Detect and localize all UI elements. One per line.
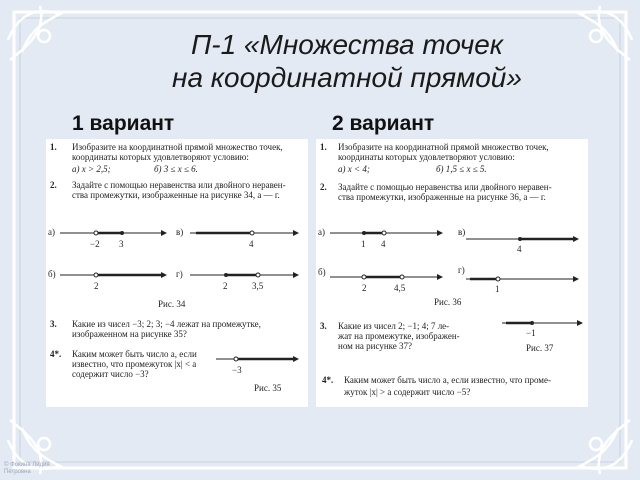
variant-1-heading: 1 вариант <box>72 112 175 135</box>
figure-label-g: г) <box>458 265 465 275</box>
tick-label: 1 <box>495 284 500 294</box>
ex3-number: 3. <box>320 321 327 331</box>
figure-caption: Рис. 36 <box>434 297 462 307</box>
ex2-number: 2. <box>320 182 327 192</box>
tick-label: 4 <box>249 239 254 249</box>
ex4-text-line-2: известно, что промежуток |x| < a <box>72 359 197 369</box>
ex1-text-line-2: координаты которых удовлетворяют условию: <box>72 152 249 162</box>
tick-label: 1 <box>361 239 366 249</box>
ex4-text-line-2: жуток |x| > a содержит число −5? <box>344 387 471 397</box>
tick-label: 3,5 <box>252 281 264 291</box>
ex3-text-line-2: изображенном на рисунке 35? <box>72 329 187 339</box>
title-line-1: П-1 «Множества точек <box>190 29 504 60</box>
ex2-number: 2. <box>50 180 57 190</box>
ex4-text-line-1: Каким может быть число a, если <box>72 349 197 359</box>
figure-label-b: б) <box>318 267 326 277</box>
number-line-a <box>330 231 442 235</box>
ex4-number: 4*. <box>322 375 334 385</box>
figure-caption: Рис. 37 <box>526 343 554 353</box>
figure-label-a: а) <box>318 227 325 237</box>
ex1-number: 1. <box>320 142 327 152</box>
variant-1-exercises <box>46 139 308 407</box>
tick-label: 4 <box>381 239 386 249</box>
number-line-g <box>190 273 298 277</box>
ex1-text-line-1: Изобразите на координатной прямой множество точек, <box>72 142 283 152</box>
ex1-part-b: б) 3 ≤ x ≤ 6. <box>154 164 198 174</box>
ex2-text-line-2: ства промежутки, изображенные на рисунке 36, а — г. <box>338 192 546 202</box>
variant-1-panel <box>46 139 308 407</box>
tick-label: 4 <box>517 244 522 254</box>
ex3-text-line-2: жат на промежутке, изображен- <box>338 331 460 341</box>
figure-caption: Рис. 34 <box>158 299 186 309</box>
ex2-text-line-1: Задайте с помощью неравенства или двойного неравен- <box>338 182 552 192</box>
ex4-number: 4*. <box>50 349 62 359</box>
ex3-number: 3. <box>50 319 57 329</box>
figure-label-b: б) <box>48 269 56 279</box>
tick-label: −1 <box>526 328 536 338</box>
tick-label: −2 <box>90 239 100 249</box>
ex4-text-line-3: содержит число −3? <box>72 369 149 379</box>
tick-label: 3 <box>119 239 124 249</box>
number-line-fig35 <box>216 357 298 361</box>
figure-label-v: в) <box>458 227 466 237</box>
figure-label-v: в) <box>176 227 184 237</box>
ex4-text-line-1: Каким может быть число a, если известно, что проме- <box>344 375 551 385</box>
slide-title <box>112 28 582 94</box>
figure-label-a: а) <box>48 227 55 237</box>
number-line-g <box>466 277 578 281</box>
number-line-v <box>190 231 298 235</box>
variant-2-exercises <box>316 139 588 407</box>
ex1-part-b: б) 1,5 ≤ x ≤ 5. <box>436 164 487 174</box>
tick-label: 2 <box>362 283 367 293</box>
number-line-b <box>60 273 166 277</box>
tick-label: 2 <box>223 281 228 291</box>
corner-ornament-icon <box>580 6 632 60</box>
corner-ornament-icon <box>8 6 60 60</box>
number-line-fig37 <box>502 321 582 325</box>
ex3-text-line-1: Какие из чисел −3; 2; 3; −4 лежат на промежутке, <box>72 319 261 329</box>
variant-2-panel <box>316 139 588 407</box>
ex2-text-line-2: ства промежутки, изображенные на рисунке 34, а — г. <box>72 190 280 200</box>
ex3-text-line-3: ном на рисунке 37? <box>338 341 413 351</box>
watermark-line-2: Петровна <box>4 469 31 475</box>
ex1-text-line-1: Изобразите на координатной прямой множество точек, <box>338 142 549 152</box>
watermark <box>4 462 50 476</box>
figure-label-g: г) <box>176 269 183 279</box>
number-line-a <box>60 231 166 235</box>
watermark-line-1: © Фокина Лидия <box>4 462 50 468</box>
variant-2-heading: 2 вариант <box>332 112 435 135</box>
figure-caption: Рис. 35 <box>254 383 282 393</box>
tick-label: 4,5 <box>394 283 406 293</box>
number-line-b <box>330 275 442 279</box>
title-line-2: на координатной прямой» <box>172 62 522 93</box>
corner-ornament-icon <box>580 420 632 474</box>
ex1-part-a: а) x < 4; <box>338 164 370 174</box>
ex1-number: 1. <box>50 142 57 152</box>
ex1-part-a: а) x > 2,5; <box>72 164 111 174</box>
number-line-v <box>466 237 578 241</box>
tick-label: −3 <box>232 365 242 375</box>
ex1-text-line-2: координаты которых удовлетворяют условию: <box>338 152 515 162</box>
tick-label: 2 <box>94 281 99 291</box>
ex3-text-line-1: Какие из чисел 2; −1; 4; 7 ле- <box>338 321 450 331</box>
ex2-text-line-1: Задайте с помощью неравенства или двойного неравен- <box>72 180 286 190</box>
